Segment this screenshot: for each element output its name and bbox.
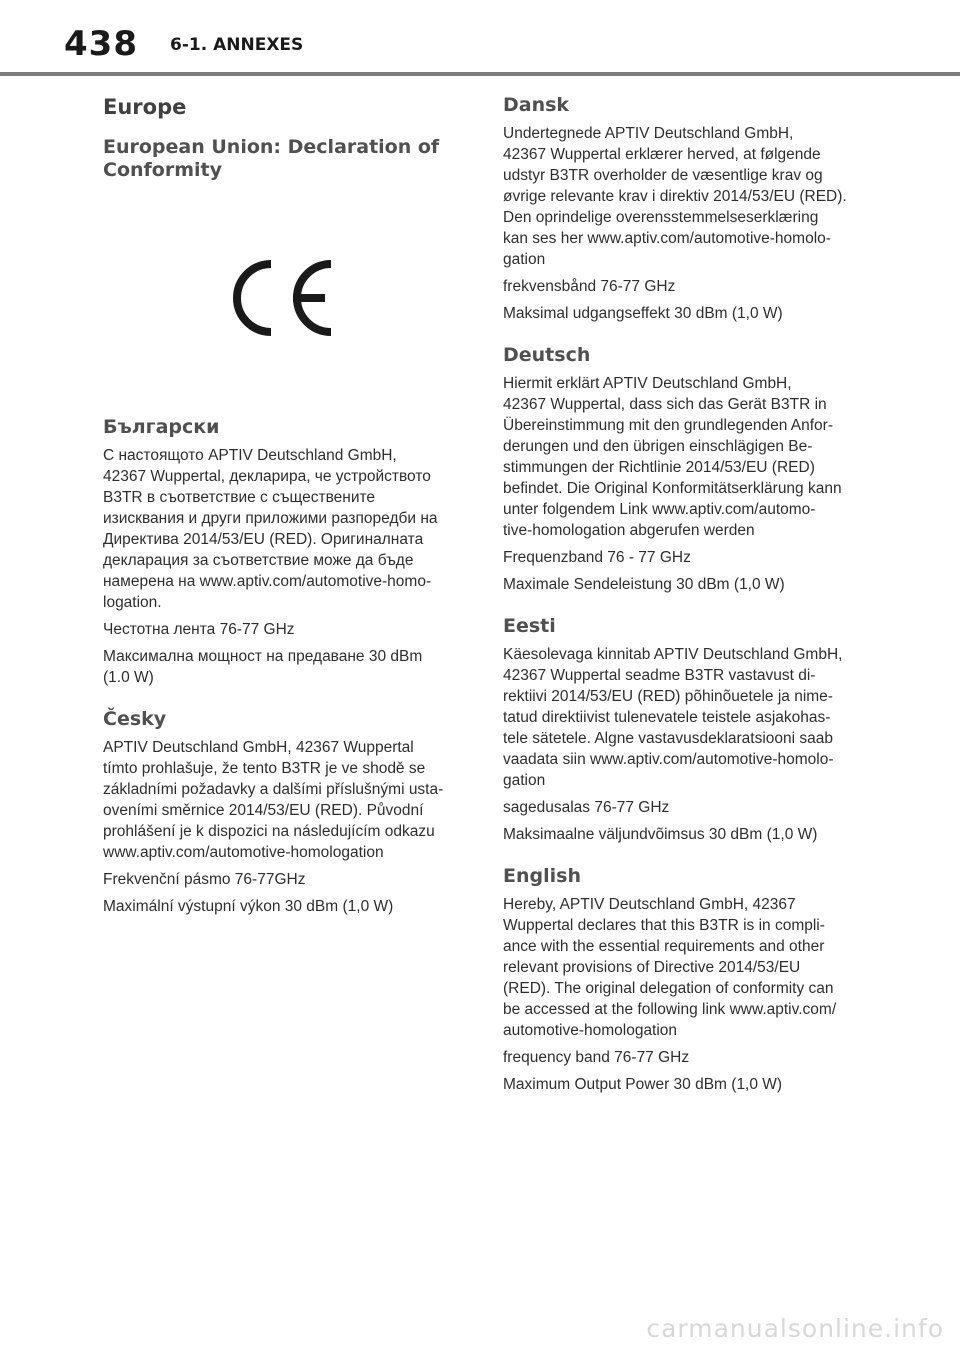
- lang-title-bulgarian: Български: [103, 416, 220, 438]
- block-bulgarian: [103, 414, 459, 688]
- page-number: 438: [64, 24, 138, 64]
- power-text: Максимална мощност на предаване 30 dBm (1.0 W): [103, 648, 423, 686]
- section-title: 6-1. ANNEXES: [170, 35, 304, 55]
- block-german: [503, 342, 859, 595]
- power-text: Maksimaalne väljundvõimsus 30 dBm (1,0 W): [503, 826, 818, 843]
- block-czech: [103, 706, 459, 917]
- lang-title-czech: Česky: [103, 708, 167, 730]
- frequency-text: Frequenzband 76 - 77 GHz: [503, 549, 691, 566]
- body-text: Hereby, APTIV Deutschland GmbH, 42367 Wuppertal declares that this B3TR is in compli- ance with the essential requirements and other relevant provisions of Directive 2014/53/EU (RED). The original delegation of conformity can be accessed at the following link www.aptiv.com/ automotive-homologation: [503, 896, 837, 1039]
- watermark: carmanualsonline.info: [646, 1314, 944, 1343]
- header-rule: [0, 72, 960, 76]
- frequency-text: Честотна лента 76-77 GHz: [103, 621, 295, 638]
- block-estonian: [503, 613, 859, 845]
- europe-heading: Europe: [103, 95, 187, 119]
- lang-title-estonian: Eesti: [503, 615, 556, 637]
- lang-title-danish: Dansk: [503, 94, 570, 116]
- power-text: Maximum Output Power 30 dBm (1,0 W): [503, 1076, 783, 1093]
- body-text: Undertegnede APTIV Deutschland GmbH, 42367 Wuppertal erklærer herved, at følgende udstyr B3TR overholder de væsentlige krav og øvrige relevante krav i direktiv 2014/53/EU (RED). Den oprindelige overensstemmelseserklæring kan ses her www.aptiv.com/automotive-homolo- gation: [503, 125, 847, 268]
- block-danish: [503, 92, 859, 324]
- frequency-text: frekvensbånd 76-77 GHz: [503, 278, 676, 295]
- left-column: [103, 92, 459, 935]
- page-header: [0, 0, 960, 78]
- right-column: [503, 92, 859, 1113]
- body-text: Hiermit erklärt APTIV Deutschland GmbH, 42367 Wuppertal, dass sich das Gerät B3TR in Übereinstimmung mit den grundlegenden Anfor- derungen und den übrigen einschlägigen Be- stimmungen der Richtlinie 2014/53/EU (RED) befindet. Die Original Konformitätserklärung kann unter folgendem Link www.aptiv.com/automo- tive-homologation abgerufen werden: [503, 375, 842, 539]
- ce-mark-area: [103, 182, 459, 414]
- power-text: Maximale Sendeleistung 30 dBm (1,0 W): [503, 576, 785, 593]
- lang-title-english: English: [503, 865, 581, 887]
- power-text: Maximální výstupní výkon 30 dBm (1,0 W): [103, 898, 394, 915]
- block-english: [503, 863, 859, 1095]
- power-text: Maksimal udgangseffekt 30 dBm (1,0 W): [503, 305, 783, 322]
- body-text: Käesolevaga kinnitab APTIV Deutschland GmbH, 42367 Wuppertal seadme B3TR vastavust di- rektiivi 2014/53/EU (RED) põhinõuetele ja nime- tatud direktiivist tulenevatele teistele asjakohas- tele sätetele. Algne vastavusdeklaratsiooni saab vaadata siin www.aptiv.com/automotive-homolo- gation: [503, 646, 843, 789]
- eu-declaration-heading: European Union: Declaration of Conformity: [103, 136, 440, 181]
- frequency-text: frequency band 76-77 GHz: [503, 1049, 690, 1066]
- body-text: APTIV Deutschland GmbH, 42367 Wuppertal tímto prohlašuje, že tento B3TR je ve shodě se základními požadavky a dalšími příslušnými usta- oveními směrnice 2014/53/EU (RED). Původní prohlášení je k dispozici na následujícím odkazu www.aptiv.com/automotive-homologation: [103, 739, 444, 861]
- frequency-text: Frekvenční pásmo 76-77GHz: [103, 871, 306, 888]
- frequency-text: sagedusalas 76-77 GHz: [503, 799, 670, 816]
- body-text: С настоящото APTIV Deutschland GmbH, 42367 Wuppertal, декларира, че устройството B3TR в съответствие с съществените изисквания и други приложими разпоредби на Директива 2014/53/EU (RED). Оригиналната декларация за съответствие може да бъде намерена на www.aptiv.com/automotive-homo- logation.: [103, 447, 438, 611]
- lang-title-german: Deutsch: [503, 344, 591, 366]
- ce-mark-icon: [221, 256, 341, 340]
